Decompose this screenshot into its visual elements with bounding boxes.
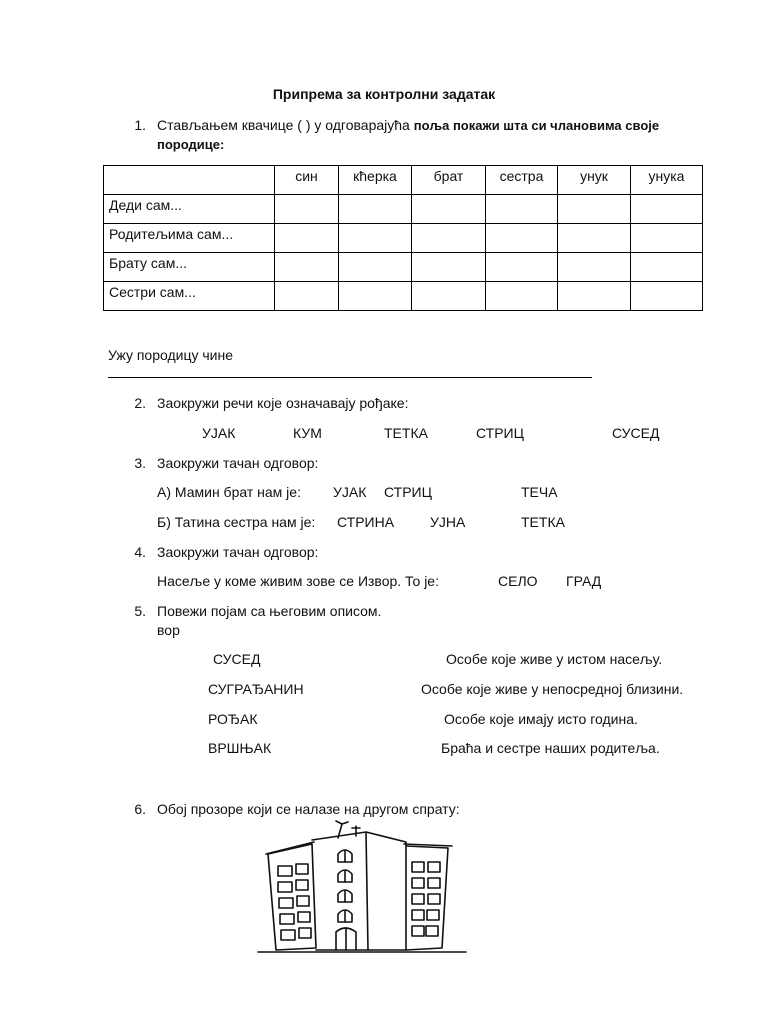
match-term[interactable]: СУСЕД (213, 651, 261, 667)
q4-sentence: Насеље у коме живим зове се Извор. То је: (157, 573, 439, 589)
checkbox-cell[interactable] (631, 224, 703, 253)
match-description[interactable]: Особе које имају исто година. (444, 711, 638, 727)
row-label: Родитељима сам... (104, 224, 275, 253)
row-label: Брату сам... (104, 253, 275, 282)
answer-option[interactable]: УЈАК (333, 484, 367, 500)
q1-text-part3: породице: (157, 137, 225, 152)
checkbox-cell[interactable] (412, 253, 486, 282)
answer-option[interactable]: СЕЛО (498, 573, 538, 589)
q6-number: 6. (134, 801, 146, 817)
answer-option[interactable]: ТЕЧА (521, 484, 558, 500)
q3-number: 3. (134, 455, 146, 471)
answer-option[interactable]: ГРАД (566, 573, 602, 589)
word-option[interactable]: КУМ (293, 425, 322, 441)
column-header: сестра (486, 166, 558, 195)
q6-text: Обој прозоре који се налазе на другом спрату: (157, 801, 460, 817)
column-header: брат (412, 166, 486, 195)
q3-text: Заокружи тачан одговор: (157, 455, 319, 471)
checkbox-cell[interactable] (339, 224, 412, 253)
column-header: унука (631, 166, 703, 195)
match-term[interactable]: ВРШЊАК (208, 740, 272, 756)
q5-stray-text: вор (157, 622, 180, 638)
checkbox-cell[interactable] (486, 253, 558, 282)
window-icon[interactable] (278, 864, 311, 940)
checkbox-cell[interactable] (631, 195, 703, 224)
q1-text-part2: поља покажи шта си члановима своје (413, 118, 660, 133)
column-header: кћерка (339, 166, 412, 195)
word-option[interactable]: СУСЕД (612, 425, 660, 441)
match-description[interactable]: Особе које живе у непосредној близини. (421, 681, 684, 697)
match-description[interactable]: Браћа и сестре наших родитеља. (441, 740, 660, 756)
table-row (104, 195, 703, 224)
q1-text-part1: Стављањем квачице ( ) у одговарајућа (157, 117, 410, 133)
checkbox-cell[interactable] (339, 253, 412, 282)
window-icon[interactable] (338, 850, 352, 922)
page-title: Припрема за контролни задатак (272, 86, 496, 102)
answer-option[interactable]: ТЕТКА (521, 514, 565, 530)
family-table (103, 165, 703, 311)
table-header-row (104, 166, 703, 195)
checkbox-cell[interactable] (558, 195, 631, 224)
answer-option[interactable]: СТРИЦ (384, 484, 432, 500)
q5-text: Повежи појам са његовим описом. (157, 603, 382, 619)
answer-option[interactable]: СТРИНА (337, 514, 395, 530)
table-row (104, 224, 703, 253)
checkbox-cell[interactable] (486, 195, 558, 224)
checkbox-cell[interactable] (339, 282, 412, 311)
checkbox-cell[interactable] (631, 282, 703, 311)
checkbox-cell[interactable] (558, 224, 631, 253)
q2-number: 2. (134, 395, 146, 411)
checkbox-cell[interactable] (275, 253, 339, 282)
q3-a-text: А) Мамин брат нам је: (157, 484, 301, 500)
q4-number: 4. (134, 544, 146, 560)
checkbox-cell[interactable] (275, 282, 339, 311)
checkbox-cell[interactable] (558, 253, 631, 282)
table-corner-cell (104, 166, 275, 195)
q1-text (157, 117, 659, 133)
checkbox-cell[interactable] (412, 195, 486, 224)
word-option[interactable]: УЈАК (202, 425, 236, 441)
checkbox-cell[interactable] (486, 282, 558, 311)
column-header: син (275, 166, 339, 195)
match-term[interactable]: СУГРАЂАНИН (208, 681, 304, 697)
checkbox-cell[interactable] (275, 224, 339, 253)
q4-text: Заокружи тачан одговор: (157, 544, 319, 560)
row-label: Сестри сам... (104, 282, 275, 311)
q5-number: 5. (134, 603, 146, 619)
match-term[interactable]: РОЂАК (208, 711, 258, 727)
column-header: унук (558, 166, 631, 195)
table-row (104, 253, 703, 282)
checkbox-cell[interactable] (631, 253, 703, 282)
checkbox-cell[interactable] (275, 195, 339, 224)
checkbox-cell[interactable] (486, 224, 558, 253)
checkbox-cell[interactable] (558, 282, 631, 311)
checkbox-cell[interactable] (412, 282, 486, 311)
q3-b-text: Б) Татина сестра нам је: (157, 514, 316, 530)
match-description[interactable]: Особе које живе у истом насељу. (446, 651, 663, 667)
table-row (104, 282, 703, 311)
checkbox-cell[interactable] (412, 224, 486, 253)
checkbox-cell[interactable] (339, 195, 412, 224)
row-label: Деди сам... (104, 195, 275, 224)
answer-line[interactable] (108, 377, 592, 378)
q1-number: 1. (134, 117, 146, 133)
building-illustration (256, 818, 476, 958)
window-icon[interactable] (412, 862, 440, 936)
family-text: Ужу породицу чине (108, 347, 234, 363)
word-option[interactable]: СТРИЦ (476, 425, 524, 441)
word-option[interactable]: ТЕТКА (384, 425, 428, 441)
q2-text: Заокружи речи које означавају рођаке: (157, 395, 409, 411)
answer-option[interactable]: УЈНА (430, 514, 466, 530)
